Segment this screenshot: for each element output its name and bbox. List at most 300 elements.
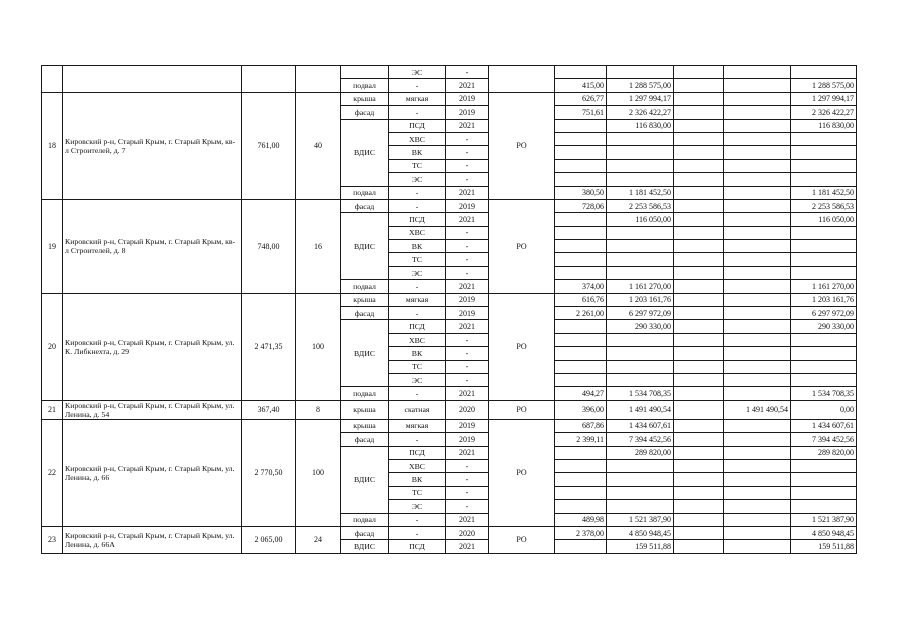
work-subtype: - xyxy=(389,79,446,92)
empty-cell xyxy=(674,213,724,226)
fund-amount xyxy=(724,500,791,513)
fund-amount xyxy=(724,253,791,266)
fund-amount xyxy=(724,173,791,186)
work-year: 2021 xyxy=(446,387,489,400)
house-area: 761,00 xyxy=(242,92,296,199)
work-year: 2019 xyxy=(446,307,489,320)
work-subtype: ХВС xyxy=(389,459,446,472)
empty-cell xyxy=(674,266,724,279)
capital-repair-table xyxy=(41,65,857,554)
fund-amount xyxy=(724,213,791,226)
total-amount: 1 181 452,50 xyxy=(791,186,857,199)
fund-amount xyxy=(724,240,791,253)
empty-cell xyxy=(674,92,724,105)
work-volume: 489,98 xyxy=(555,513,607,526)
work-year: 2021 xyxy=(446,119,489,132)
house-area: 2 065,00 xyxy=(242,526,296,553)
work-cost xyxy=(607,333,674,346)
empty-cell xyxy=(674,540,724,553)
work-volume: 2 378,00 xyxy=(555,526,607,539)
house-address: Кировский р-н, Старый Крым, г. Старый Крым, кв-л Строителей, д. 7 xyxy=(63,92,242,199)
work-cost: 1 534 708,35 xyxy=(607,387,674,400)
financing-method: РО xyxy=(489,419,555,526)
total-amount xyxy=(791,459,857,472)
work-subtype: - xyxy=(389,513,446,526)
financing-method xyxy=(489,66,555,93)
empty-cell xyxy=(674,347,724,360)
house-residents xyxy=(296,66,341,93)
work-kind: ВДИС xyxy=(341,320,389,387)
house-residents: 100 xyxy=(296,419,341,526)
work-cost: 2 253 586,53 xyxy=(607,199,674,212)
work-subtype: - xyxy=(389,307,446,320)
fund-amount xyxy=(724,266,791,279)
work-subtype: - xyxy=(389,433,446,446)
work-cost: 1 491 490,54 xyxy=(607,400,674,419)
work-kind xyxy=(341,66,389,79)
work-subtype: ПСД xyxy=(389,213,446,226)
empty-cell xyxy=(674,459,724,472)
total-amount xyxy=(791,66,857,79)
work-cost: 1 297 994,17 xyxy=(607,92,674,105)
work-year: - xyxy=(446,473,489,486)
empty-cell xyxy=(674,66,724,79)
empty-cell xyxy=(674,186,724,199)
house-address xyxy=(63,66,242,93)
total-amount: 1 288 575,00 xyxy=(791,79,857,92)
fund-amount xyxy=(724,132,791,145)
fund-amount: 1 491 490,54 xyxy=(724,400,791,419)
empty-cell xyxy=(674,373,724,386)
work-year: 2019 xyxy=(446,433,489,446)
work-volume: 2 399,11 xyxy=(555,433,607,446)
total-amount xyxy=(791,347,857,360)
total-amount: 116 830,00 xyxy=(791,119,857,132)
table-row xyxy=(42,293,857,306)
work-subtype: ЭС xyxy=(389,373,446,386)
empty-cell xyxy=(674,146,724,159)
work-cost: 116 050,00 xyxy=(607,213,674,226)
work-volume xyxy=(555,253,607,266)
house-residents: 8 xyxy=(296,400,341,419)
work-subtype: - xyxy=(389,526,446,539)
work-volume xyxy=(555,473,607,486)
work-subtype: - xyxy=(389,387,446,400)
house-address: Кировский р-н, Старый Крым, г. Старый Крым, ул. Ленина, д. 66 xyxy=(63,419,242,526)
work-kind: крыша xyxy=(341,92,389,105)
table-row xyxy=(42,400,857,419)
work-year: - xyxy=(446,253,489,266)
work-kind: подвал xyxy=(341,280,389,293)
empty-cell xyxy=(674,419,724,432)
total-amount xyxy=(791,226,857,239)
fund-amount xyxy=(724,79,791,92)
empty-cell xyxy=(674,333,724,346)
work-volume xyxy=(555,459,607,472)
table-body xyxy=(42,66,857,554)
work-kind: подвал xyxy=(341,186,389,199)
work-year: - xyxy=(446,333,489,346)
total-amount xyxy=(791,132,857,145)
fund-amount xyxy=(724,347,791,360)
work-cost xyxy=(607,159,674,172)
total-amount: 7 394 452,56 xyxy=(791,433,857,446)
work-subtype: ПСД xyxy=(389,119,446,132)
work-volume: 494,27 xyxy=(555,387,607,400)
empty-cell xyxy=(674,173,724,186)
work-kind: фасад xyxy=(341,433,389,446)
empty-cell xyxy=(674,159,724,172)
fund-amount xyxy=(724,486,791,499)
work-year: - xyxy=(446,500,489,513)
work-volume xyxy=(555,159,607,172)
work-year: 2021 xyxy=(446,540,489,553)
total-amount xyxy=(791,173,857,186)
empty-cell xyxy=(674,307,724,320)
fund-amount xyxy=(724,92,791,105)
work-cost xyxy=(607,226,674,239)
total-amount: 1 203 161,76 xyxy=(791,293,857,306)
work-cost xyxy=(607,253,674,266)
fund-amount xyxy=(724,307,791,320)
empty-cell xyxy=(674,280,724,293)
table-row xyxy=(42,92,857,105)
work-cost: 116 830,00 xyxy=(607,119,674,132)
work-subtype: ВК xyxy=(389,347,446,360)
fund-amount xyxy=(724,159,791,172)
work-cost xyxy=(607,459,674,472)
work-year: 2020 xyxy=(446,526,489,539)
work-volume: 616,76 xyxy=(555,293,607,306)
work-year: - xyxy=(446,132,489,145)
total-amount xyxy=(791,253,857,266)
fund-amount xyxy=(724,293,791,306)
work-cost: 1 181 452,50 xyxy=(607,186,674,199)
work-cost: 159 511,88 xyxy=(607,540,674,553)
work-year: 2021 xyxy=(446,213,489,226)
work-subtype: ВК xyxy=(389,473,446,486)
work-cost: 6 297 972,09 xyxy=(607,307,674,320)
work-volume: 396,00 xyxy=(555,400,607,419)
row-number: 20 xyxy=(42,293,63,400)
work-cost: 289 820,00 xyxy=(607,446,674,459)
work-kind: ВДИС xyxy=(341,540,389,553)
house-address: Кировский р-н, Старый Крым, г. Старый Крым, ул. Ленина, д. 66А xyxy=(63,526,242,553)
empty-cell xyxy=(674,446,724,459)
work-subtype: ЭС xyxy=(389,173,446,186)
house-residents: 16 xyxy=(296,199,341,293)
document-page xyxy=(41,65,857,595)
empty-cell xyxy=(674,226,724,239)
work-subtype: - xyxy=(389,106,446,119)
work-volume xyxy=(555,446,607,459)
fund-amount xyxy=(724,373,791,386)
empty-cell xyxy=(674,240,724,253)
work-kind: подвал xyxy=(341,387,389,400)
work-year: 2020 xyxy=(446,400,489,419)
fund-amount xyxy=(724,540,791,553)
total-amount xyxy=(791,486,857,499)
work-kind: фасад xyxy=(341,526,389,539)
table-row xyxy=(42,199,857,212)
work-year: 2021 xyxy=(446,186,489,199)
empty-cell xyxy=(674,500,724,513)
total-amount xyxy=(791,146,857,159)
work-kind: подвал xyxy=(341,513,389,526)
work-volume xyxy=(555,226,607,239)
work-year: - xyxy=(446,66,489,79)
row-number: 21 xyxy=(42,400,63,419)
work-kind: крыша xyxy=(341,293,389,306)
work-year: - xyxy=(446,347,489,360)
work-subtype: скатная xyxy=(389,400,446,419)
work-subtype: ТС xyxy=(389,253,446,266)
fund-amount xyxy=(724,146,791,159)
work-cost xyxy=(607,373,674,386)
fund-amount xyxy=(724,199,791,212)
total-amount: 289 820,00 xyxy=(791,446,857,459)
fund-amount xyxy=(724,320,791,333)
financing-method: РО xyxy=(489,400,555,419)
work-year: 2019 xyxy=(446,92,489,105)
work-cost: 1 288 575,00 xyxy=(607,79,674,92)
work-year: 2021 xyxy=(446,79,489,92)
work-subtype: ЭС xyxy=(389,66,446,79)
work-cost: 1 203 161,76 xyxy=(607,293,674,306)
work-cost: 290 330,00 xyxy=(607,320,674,333)
financing-method: РО xyxy=(489,526,555,553)
total-amount xyxy=(791,360,857,373)
work-subtype: мягкая xyxy=(389,419,446,432)
house-area: 367,40 xyxy=(242,400,296,419)
work-subtype: - xyxy=(389,280,446,293)
house-area: 748,00 xyxy=(242,199,296,293)
fund-amount xyxy=(724,473,791,486)
total-amount xyxy=(791,159,857,172)
fund-amount xyxy=(724,433,791,446)
work-volume: 374,00 xyxy=(555,280,607,293)
table-row xyxy=(42,419,857,432)
work-cost xyxy=(607,360,674,373)
work-year: 2019 xyxy=(446,419,489,432)
row-number: 18 xyxy=(42,92,63,199)
work-year: - xyxy=(446,146,489,159)
total-amount: 290 330,00 xyxy=(791,320,857,333)
fund-amount xyxy=(724,106,791,119)
work-cost xyxy=(607,347,674,360)
fund-amount xyxy=(724,280,791,293)
empty-cell xyxy=(674,526,724,539)
total-amount: 159 511,88 xyxy=(791,540,857,553)
empty-cell xyxy=(674,473,724,486)
work-cost: 2 326 422,27 xyxy=(607,106,674,119)
work-volume xyxy=(555,146,607,159)
empty-cell xyxy=(674,320,724,333)
work-year: 2021 xyxy=(446,280,489,293)
financing-method: РО xyxy=(489,199,555,293)
work-subtype: ХВС xyxy=(389,132,446,145)
work-subtype: - xyxy=(389,186,446,199)
work-year: - xyxy=(446,360,489,373)
empty-cell xyxy=(674,119,724,132)
work-cost: 1 521 387,90 xyxy=(607,513,674,526)
row-number: 23 xyxy=(42,526,63,553)
work-volume xyxy=(555,173,607,186)
work-cost xyxy=(607,173,674,186)
total-amount: 116 050,00 xyxy=(791,213,857,226)
house-address: Кировский р-н, Старый Крым, г. Старый Крым, кв-л Строителей, д. 8 xyxy=(63,199,242,293)
work-cost: 4 850 948,45 xyxy=(607,526,674,539)
total-amount: 6 297 972,09 xyxy=(791,307,857,320)
fund-amount xyxy=(724,419,791,432)
work-volume xyxy=(555,333,607,346)
fund-amount xyxy=(724,333,791,346)
work-subtype: ХВС xyxy=(389,333,446,346)
total-amount: 1 297 994,17 xyxy=(791,92,857,105)
work-subtype: ТС xyxy=(389,159,446,172)
work-volume: 751,61 xyxy=(555,106,607,119)
work-year: - xyxy=(446,459,489,472)
financing-method: РО xyxy=(489,293,555,400)
total-amount xyxy=(791,266,857,279)
work-kind: ВДИС xyxy=(341,119,389,186)
work-volume xyxy=(555,540,607,553)
work-volume xyxy=(555,240,607,253)
total-amount: 1 521 387,90 xyxy=(791,513,857,526)
work-volume xyxy=(555,266,607,279)
work-volume xyxy=(555,486,607,499)
work-year: 2019 xyxy=(446,106,489,119)
work-subtype: ТС xyxy=(389,360,446,373)
work-volume xyxy=(555,66,607,79)
work-subtype: ПСД xyxy=(389,540,446,553)
work-subtype: ПСД xyxy=(389,446,446,459)
work-volume xyxy=(555,347,607,360)
work-volume: 380,50 xyxy=(555,186,607,199)
empty-cell xyxy=(674,387,724,400)
work-kind: крыша xyxy=(341,400,389,419)
work-subtype: - xyxy=(389,199,446,212)
house-area xyxy=(242,66,296,93)
row-number xyxy=(42,66,63,93)
work-cost: 1 161 270,00 xyxy=(607,280,674,293)
house-address: Кировский р-н, Старый Крым, г. Старый Крым, ул. Ленина, д. 54 xyxy=(63,400,242,419)
empty-cell xyxy=(674,486,724,499)
work-kind: фасад xyxy=(341,106,389,119)
work-cost: 7 394 452,56 xyxy=(607,433,674,446)
work-subtype: ТС xyxy=(389,486,446,499)
work-volume xyxy=(555,213,607,226)
work-volume xyxy=(555,119,607,132)
financing-method: РО xyxy=(489,92,555,199)
work-volume: 728,06 xyxy=(555,199,607,212)
empty-cell xyxy=(674,513,724,526)
empty-cell xyxy=(674,253,724,266)
work-year: 2019 xyxy=(446,199,489,212)
table-row xyxy=(42,526,857,539)
work-cost xyxy=(607,266,674,279)
work-cost xyxy=(607,132,674,145)
work-subtype: мягкая xyxy=(389,293,446,306)
empty-cell xyxy=(674,293,724,306)
work-cost xyxy=(607,240,674,253)
work-subtype: ВК xyxy=(389,146,446,159)
work-kind: крыша xyxy=(341,419,389,432)
work-year: - xyxy=(446,486,489,499)
empty-cell xyxy=(674,132,724,145)
work-subtype: ЭС xyxy=(389,266,446,279)
fund-amount xyxy=(724,360,791,373)
work-volume xyxy=(555,373,607,386)
work-year: 2019 xyxy=(446,293,489,306)
work-kind: подвал xyxy=(341,79,389,92)
total-amount xyxy=(791,333,857,346)
work-volume xyxy=(555,320,607,333)
house-residents: 100 xyxy=(296,293,341,400)
fund-amount xyxy=(724,226,791,239)
work-year: - xyxy=(446,159,489,172)
total-amount: 1 434 607,61 xyxy=(791,419,857,432)
work-volume xyxy=(555,360,607,373)
work-year: - xyxy=(446,226,489,239)
work-year: - xyxy=(446,266,489,279)
total-amount: 4 850 948,45 xyxy=(791,526,857,539)
total-amount: 2 253 586,53 xyxy=(791,199,857,212)
work-volume xyxy=(555,500,607,513)
empty-cell xyxy=(674,400,724,419)
house-residents: 24 xyxy=(296,526,341,553)
row-number: 22 xyxy=(42,419,63,526)
house-address: Кировский р-н, Старый Крым, г. Старый Крым, ул. К. Либкнехта, д. 29 xyxy=(63,293,242,400)
empty-cell xyxy=(674,360,724,373)
total-amount xyxy=(791,373,857,386)
fund-amount xyxy=(724,526,791,539)
work-cost xyxy=(607,500,674,513)
work-subtype: ВК xyxy=(389,240,446,253)
work-volume: 626,77 xyxy=(555,92,607,105)
total-amount xyxy=(791,473,857,486)
work-cost: 1 434 607,61 xyxy=(607,419,674,432)
empty-cell xyxy=(674,106,724,119)
work-kind: фасад xyxy=(341,199,389,212)
fund-amount xyxy=(724,459,791,472)
work-year: - xyxy=(446,173,489,186)
work-year: - xyxy=(446,373,489,386)
work-year: 2021 xyxy=(446,446,489,459)
work-volume: 687,86 xyxy=(555,419,607,432)
fund-amount xyxy=(724,186,791,199)
work-cost xyxy=(607,66,674,79)
table-row xyxy=(42,66,857,79)
work-subtype: ЭС xyxy=(389,500,446,513)
fund-amount xyxy=(724,446,791,459)
empty-cell xyxy=(674,433,724,446)
work-kind: ВДИС xyxy=(341,213,389,280)
work-volume: 2 261,00 xyxy=(555,307,607,320)
work-subtype: ПСД xyxy=(389,320,446,333)
work-cost xyxy=(607,486,674,499)
total-amount: 2 326 422,27 xyxy=(791,106,857,119)
work-cost xyxy=(607,146,674,159)
work-volume: 415,00 xyxy=(555,79,607,92)
work-year: 2021 xyxy=(446,513,489,526)
fund-amount xyxy=(724,66,791,79)
work-subtype: мягкая xyxy=(389,92,446,105)
work-volume xyxy=(555,132,607,145)
house-area: 2 770,50 xyxy=(242,419,296,526)
work-year: - xyxy=(446,240,489,253)
fund-amount xyxy=(724,513,791,526)
